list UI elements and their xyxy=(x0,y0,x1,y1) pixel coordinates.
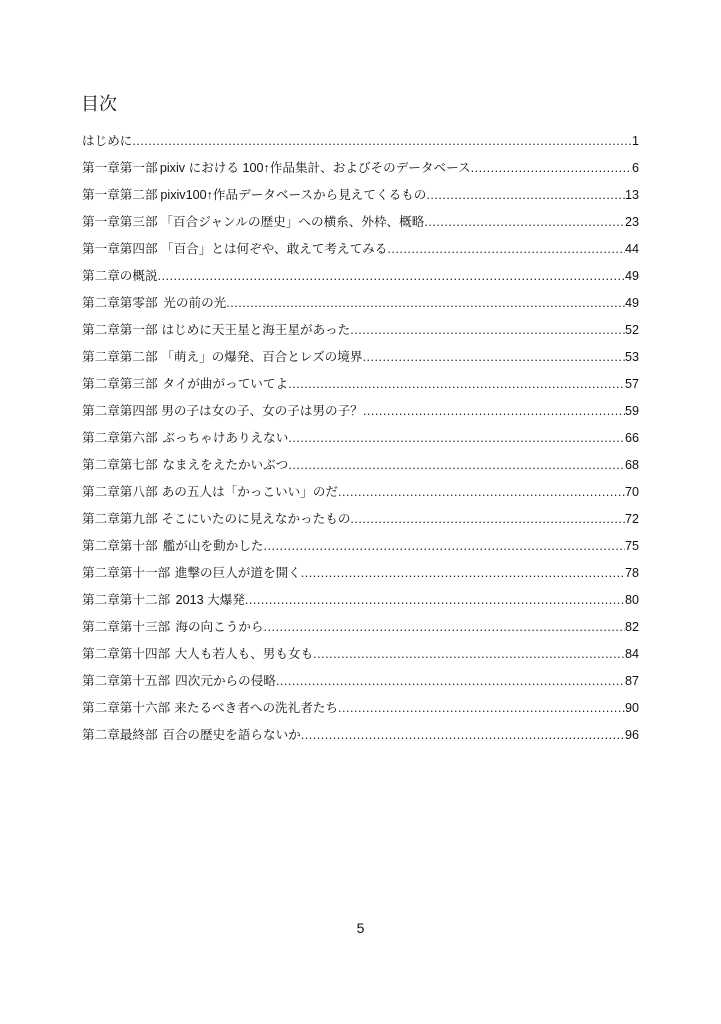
toc-entry-title: pixiv100↑作品データベースから見えてくるもの xyxy=(160,188,427,202)
toc-entry-page: 23 xyxy=(624,215,639,229)
toc-leader-dots xyxy=(245,593,625,607)
toc-entry-page: 72 xyxy=(624,512,639,526)
toc-leader-dots xyxy=(363,404,625,418)
toc-entry-page: 75 xyxy=(624,539,639,553)
toc-entry-title: 大人も若人も、男も女も xyxy=(174,647,314,661)
toc-entry-section: 第二章第二部 xyxy=(82,350,158,364)
toc-entry[interactable] xyxy=(82,157,639,184)
toc-leader-dots xyxy=(301,566,625,580)
toc-entry[interactable] xyxy=(82,319,639,346)
toc-leader-dots xyxy=(424,215,625,229)
toc-leader-dots xyxy=(350,512,625,526)
toc-entry-section: 第二章第十部 xyxy=(82,539,158,553)
toc-entry[interactable] xyxy=(82,589,639,616)
toc-entry-section: 第二章第十五部 xyxy=(82,674,171,688)
toc-entry-section: 第二章第一部 xyxy=(82,323,158,337)
toc-entry[interactable] xyxy=(82,400,639,427)
toc-entry-title: 進撃の巨人が道を開く xyxy=(174,566,301,580)
toc-entry-page: 78 xyxy=(624,566,639,580)
toc-entry-title: 四次元からの侵略 xyxy=(175,674,276,688)
toc-leader-dots xyxy=(350,323,625,337)
toc-entry-title: pixiv における 100↑作品集計、およびそのデータベース xyxy=(159,161,471,175)
toc-entry-section: 第二章第七部 xyxy=(82,458,158,472)
toc-entry-title: 男の子は女の子、女の子は男の子？ xyxy=(161,404,363,418)
toc-leader-dots xyxy=(338,485,625,499)
toc-entry-section: 第一章第一部 xyxy=(82,161,158,175)
toc-entry-section: 第二章第六部 xyxy=(82,431,158,445)
toc-leader-dots xyxy=(264,620,625,634)
toc-leader-dots xyxy=(264,539,625,553)
toc-entry[interactable] xyxy=(82,427,639,454)
toc-entry[interactable] xyxy=(82,130,639,157)
toc-entry-page: 44 xyxy=(624,242,639,256)
toc-entry-title: なまえをえたかいぶつ xyxy=(162,458,289,472)
toc-leader-dots xyxy=(288,377,625,391)
toc-entry-title: 「百合」とは何ぞや、敢えて考えてみる xyxy=(160,242,388,256)
toc-entry-section: 第二章第九部 xyxy=(82,512,158,526)
toc-entry-title: 海の向こうから xyxy=(175,620,264,634)
toc-entry[interactable] xyxy=(82,481,639,508)
toc-entry-page: 87 xyxy=(624,674,639,688)
toc-entry-section: 第二章第四部 xyxy=(82,404,158,418)
toc-entry-section: 第二章最終部 xyxy=(82,728,158,742)
toc-entry[interactable] xyxy=(82,265,639,292)
table-of-contents xyxy=(82,130,639,751)
toc-entry-page: 1 xyxy=(631,134,639,148)
toc-entry-section: 第一章第三部 xyxy=(82,215,158,229)
toc-entry-title: タイが曲がっていてよ xyxy=(162,377,289,391)
toc-leader-dots xyxy=(338,701,625,715)
toc-entry[interactable] xyxy=(82,346,639,373)
toc-entry[interactable] xyxy=(82,697,639,724)
toc-entry-page: 84 xyxy=(624,647,639,661)
toc-leader-dots xyxy=(387,242,625,256)
toc-entry-title: 「百合ジャンルの歴史」への横糸、外枠、概略 xyxy=(160,215,425,229)
toc-entry[interactable] xyxy=(82,292,639,319)
toc-leader-dots xyxy=(471,161,632,175)
toc-leader-dots xyxy=(362,350,625,364)
toc-entry-title: 光の前の光 xyxy=(163,296,227,310)
toc-entry-title: 来たるべき者への洗礼者たち xyxy=(174,701,338,715)
toc-entry-section: 第二章第十三部 xyxy=(82,620,171,634)
toc-entry-page: 68 xyxy=(624,458,639,472)
toc-entry-page: 49 xyxy=(624,269,639,283)
toc-entry-section: はじめに xyxy=(82,134,133,148)
toc-entry-page: 53 xyxy=(624,350,639,364)
toc-entry-page: 13 xyxy=(624,188,639,202)
toc-entry[interactable] xyxy=(82,643,639,670)
toc-entry[interactable] xyxy=(82,184,639,211)
toc-entry-title: 2013 大爆発 xyxy=(175,593,245,607)
toc-entry[interactable] xyxy=(82,454,639,481)
toc-entry[interactable] xyxy=(82,616,639,643)
toc-entry-section: 第二章第十四部 xyxy=(82,647,171,661)
toc-entry-section: 第二章第三部 xyxy=(82,377,158,391)
toc-entry-page: 6 xyxy=(631,161,639,175)
toc-entry[interactable] xyxy=(82,373,639,400)
toc-entry[interactable] xyxy=(82,238,639,265)
page-number: 5 xyxy=(356,920,365,936)
toc-entry-page: 82 xyxy=(624,620,639,634)
toc-entry-section: 第一章第二部 xyxy=(82,188,158,202)
toc-leader-dots xyxy=(426,188,625,202)
toc-title: 目次 xyxy=(81,94,117,114)
toc-leader-dots xyxy=(301,728,625,742)
toc-entry-title: 百合の歴史を語らないか xyxy=(162,728,301,742)
toc-entry[interactable] xyxy=(82,535,639,562)
toc-entry-page: 80 xyxy=(624,593,639,607)
toc-entry-page: 59 xyxy=(624,404,639,418)
toc-entry[interactable] xyxy=(82,508,639,535)
toc-entry-page: 96 xyxy=(624,728,639,742)
toc-leader-dots xyxy=(226,296,625,310)
toc-entry-title: ぶっちゃけありえない xyxy=(162,431,289,445)
toc-entry-section: 第一章第四部 xyxy=(82,242,158,256)
toc-entry-title: 「萌え」の爆発、百合とレズの境界 xyxy=(161,350,363,364)
toc-entry-title: そこにいたのに見えなかったもの xyxy=(161,512,351,526)
toc-leader-dots xyxy=(288,458,625,472)
toc-entry-section: 第二章の概説 xyxy=(82,269,158,283)
toc-leader-dots xyxy=(132,134,632,148)
toc-entry-page: 70 xyxy=(624,485,639,499)
toc-entry-section: 第二章第十六部 xyxy=(82,701,171,715)
toc-entry[interactable] xyxy=(82,562,639,589)
toc-leader-dots xyxy=(288,431,625,445)
toc-leader-dots xyxy=(313,647,625,661)
toc-entry-section: 第二章第十一部 xyxy=(82,566,171,580)
toc-leader-dots xyxy=(158,269,625,283)
toc-entry-section: 第二章第八部 xyxy=(82,485,158,499)
toc-entry-title: あの五人は「かっこいい」のだ xyxy=(161,485,338,499)
toc-entry-page: 90 xyxy=(624,701,639,715)
toc-entry[interactable] xyxy=(82,724,639,751)
toc-leader-dots xyxy=(276,674,625,688)
toc-entry-section: 第二章第零部 xyxy=(82,296,158,310)
toc-entry[interactable] xyxy=(82,211,639,238)
toc-entry[interactable] xyxy=(82,670,639,697)
toc-entry-section: 第二章第十二部 xyxy=(82,593,171,607)
toc-entry-title: はじめに天王星と海王星があった xyxy=(161,323,351,337)
toc-entry-title: 艦が山を動かした xyxy=(162,539,264,553)
toc-entry-page: 57 xyxy=(624,377,639,391)
toc-entry-page: 52 xyxy=(624,323,639,337)
toc-entry-page: 66 xyxy=(624,431,639,445)
toc-entry-page: 49 xyxy=(624,296,639,310)
